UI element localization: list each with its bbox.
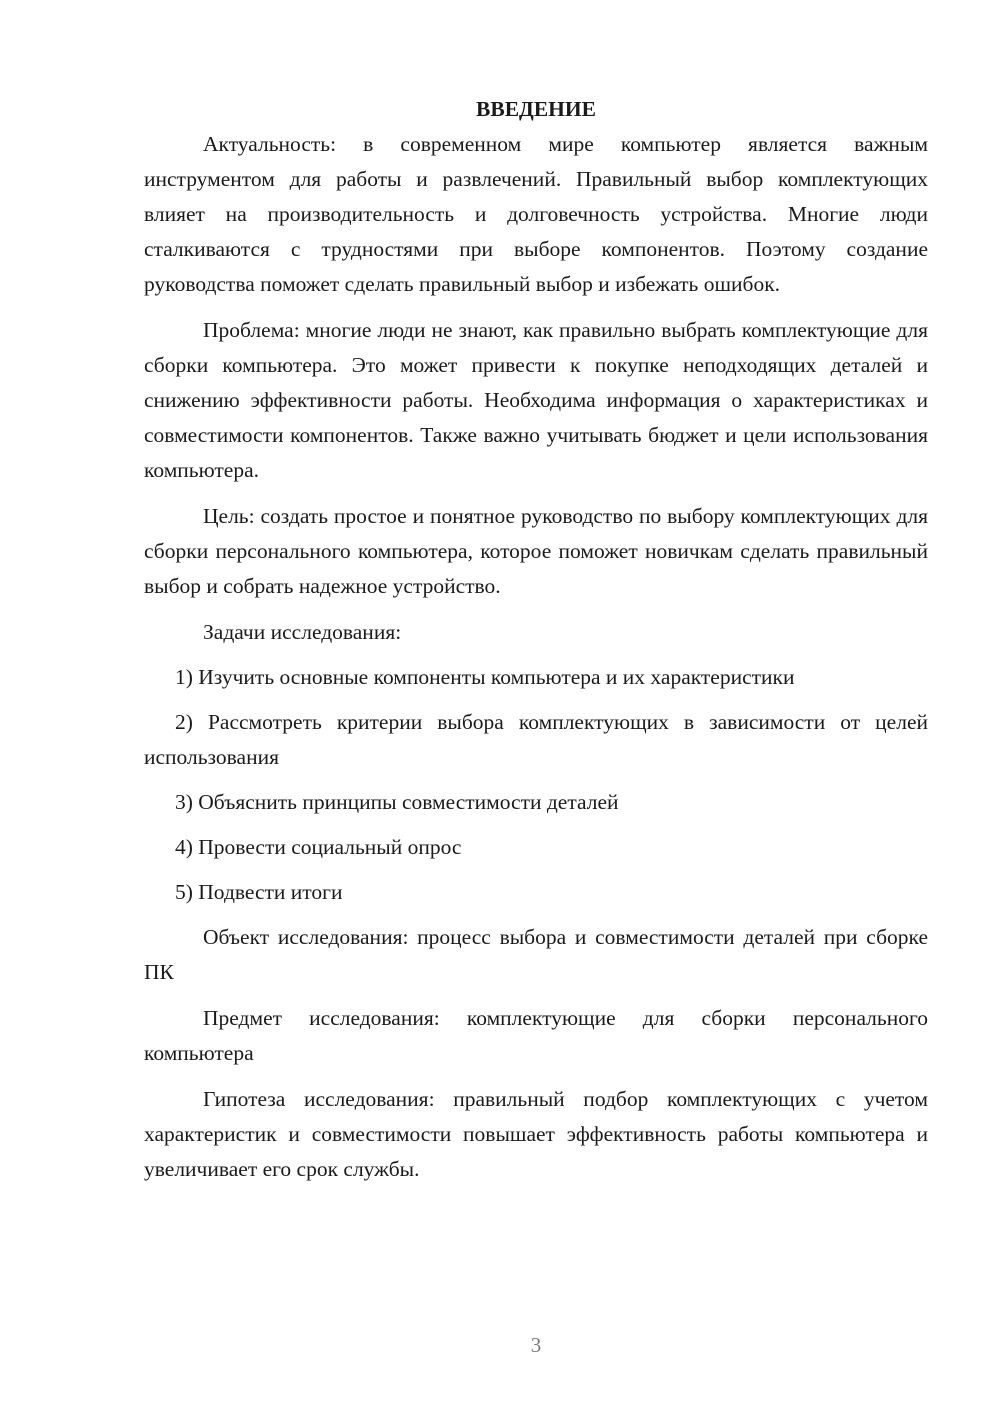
task-item-1: 1) Изучить основные компоненты компьютера и их характеристики [175,665,795,689]
paragraph-goal: Цель: создать простое и понятное руководство по выбору комплектующих для сборки персонального компьютера, которое поможет новичкам сделать правильный выбор и собрать надежное устройство. [144,504,928,598]
task-item-2: 2) Рассмотреть критерии выбора комплектующих в зависимости от целей использования [144,710,928,769]
page-number: 3 [530,1333,542,1357]
task-item-5: 5) Подвести итоги [175,880,343,904]
section-heading [144,92,928,127]
heading-text: ВВЕДЕНИЕ [476,97,596,121]
paragraph-relevance: Актуальность: в современном мире компьютер является важным инструментом для работы и развлечений. Правильный выбор комплектующих влияет на производительность и долговечность устройства. Многие люди сталкиваются с трудностями при выборе компонентов. Поэтому создание руководства поможет сделать правильный выбор и избежать ошибок. [144,132,928,296]
paragraph-subject: Предмет исследования: комплектующие для сборки персонального компьютера [144,1006,928,1065]
task-item-4: 4) Провести социальный опрос [175,835,462,859]
paragraph-object: Объект исследования: процесс выбора и совместимости деталей при сборке ПК [144,925,928,984]
paragraph-problem: Проблема: многие люди не знают, как правильно выбрать комплектующие для сборки компьютера. Это может привести к покупке неподходящих деталей и снижению эффективности работы. Необходима информация о характеристиках и совместимости компонентов. Также важно учитывать бюджет и цели использования компьютера. [144,318,928,482]
task-item-3: 3) Объяснить принципы совместимости деталей [175,790,619,814]
page-content [144,92,928,1187]
tasks-title: Задачи исследования: [203,620,402,644]
paragraph-hypothesis: Гипотеза исследования: правильный подбор комплектующих с учетом характеристик и совместимости повышает эффективность работы компьютера и увеличивает его срок службы. [144,1087,928,1181]
